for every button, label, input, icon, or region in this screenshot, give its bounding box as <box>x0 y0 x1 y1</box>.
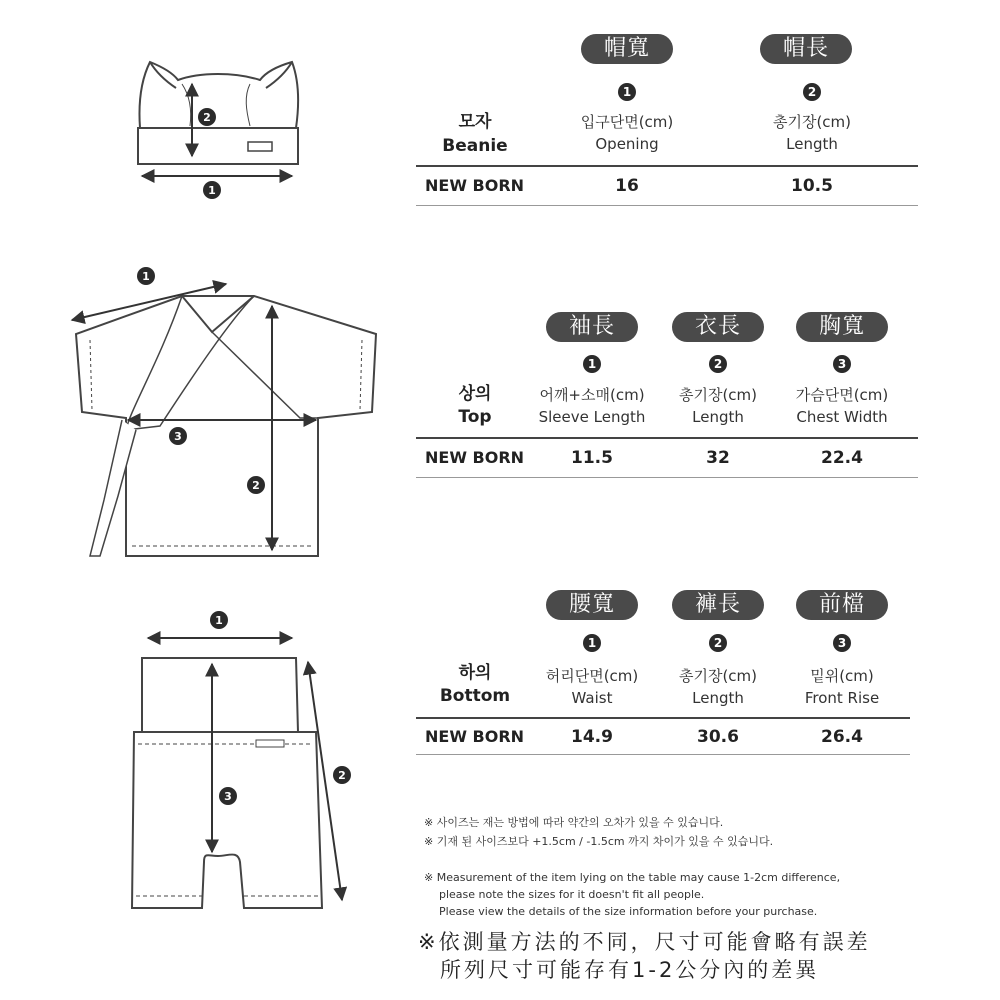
bottom-mark-3 <box>219 787 237 805</box>
header-en: Length <box>692 408 744 426</box>
beanie-mark-2 <box>198 108 216 126</box>
row-label: NEW BORN <box>425 176 525 195</box>
note-en-2: please note the sizes for it doesn't fit all people. <box>439 888 705 901</box>
pill-body-length: 衣長 <box>672 312 764 342</box>
beanie-mark-1 <box>203 181 221 199</box>
value-front-rise: 26.4 <box>821 727 863 747</box>
note-cn-2: 所列尺寸可能存有1-2公分內的差異 <box>440 958 820 982</box>
header-en: Front Rise <box>804 689 880 707</box>
category-en: Beanie <box>442 136 508 156</box>
note-en-3: Please view the details of the size information before your purchase. <box>439 905 818 918</box>
value-length: 32 <box>706 448 730 468</box>
table-rule <box>416 477 918 478</box>
header-en: Length <box>692 689 744 707</box>
header-kr: 밑위(cm) <box>810 667 874 685</box>
table-rule <box>416 437 918 439</box>
row-label: NEW BORN <box>425 448 525 467</box>
header-en: Sleeve Length <box>538 408 646 426</box>
num-badge: 1 <box>583 355 601 373</box>
top-mark-2 <box>247 476 265 494</box>
mark-label: 2 <box>203 111 211 124</box>
mark-label: 2 <box>338 769 346 782</box>
num-badge: 1 <box>618 83 636 101</box>
mark-label: 3 <box>174 430 182 443</box>
num-badge: 2 <box>709 355 727 373</box>
header-kr: 어깨+소매(cm) <box>539 386 645 404</box>
pill-sleeve-length: 袖長 <box>546 312 638 342</box>
num-badge: 3 <box>833 634 851 652</box>
garment-diagrams <box>0 0 400 1000</box>
bottom-diagram <box>132 658 322 908</box>
pill-pants-length: 褲長 <box>672 590 764 620</box>
header-kr: 총기장(cm) <box>772 113 852 131</box>
table-rule <box>416 754 910 755</box>
category-en: Bottom <box>439 686 511 706</box>
header-kr: 허리단면(cm) <box>545 667 639 685</box>
top-mark-3 <box>169 427 187 445</box>
pill-hat-length: 帽長 <box>760 34 852 64</box>
pill-hat-width: 帽寬 <box>581 34 673 64</box>
header-kr: 가슴단면(cm) <box>795 386 889 404</box>
header-kr: 총기장(cm) <box>678 386 758 404</box>
value-waist: 14.9 <box>571 727 613 747</box>
top-diagram <box>76 296 376 556</box>
value-chest: 22.4 <box>821 448 863 468</box>
note-kr-2: ※ 기재 된 사이즈보다 +1.5cm / -1.5cm 까지 차이가 있을 수 있습니다. <box>424 835 774 848</box>
num-badge: 1 <box>583 634 601 652</box>
bottom-mark-1 <box>210 611 228 629</box>
mark-label: 1 <box>208 184 216 197</box>
category-kr: 하의 <box>458 663 492 683</box>
category-kr: 모자 <box>458 112 492 132</box>
note-cn-1: ※依測量方法的不同，尺寸可能會略有誤差 <box>418 930 871 954</box>
mark-label: 2 <box>252 479 260 492</box>
num-badge: 2 <box>709 634 727 652</box>
note-en-1: ※ Measurement of the item lying on the table may cause 1-2cm difference, <box>424 871 841 884</box>
table-rule <box>416 165 918 167</box>
mark-label: 1 <box>142 270 150 283</box>
mark-label: 1 <box>215 614 223 627</box>
header-kr: 총기장(cm) <box>678 667 758 685</box>
top-mark-1 <box>137 267 155 285</box>
row-label: NEW BORN <box>425 727 525 746</box>
num-badge: 3 <box>833 355 851 373</box>
value-sleeve: 11.5 <box>571 448 613 468</box>
category-en: Top <box>458 407 492 427</box>
value-length: 10.5 <box>791 176 833 196</box>
beanie-diagram <box>138 62 298 164</box>
table-rule <box>416 205 918 206</box>
value-length: 30.6 <box>697 727 739 747</box>
header-en: Length <box>786 135 838 153</box>
num-badge: 2 <box>803 83 821 101</box>
note-kr-1: ※ 사이즈는 재는 방법에 따라 약간의 오차가 있을 수 있습니다. <box>424 816 724 829</box>
header-kr: 입구단면(cm) <box>580 113 674 131</box>
pill-front-rise: 前檔 <box>796 590 888 620</box>
header-en: Opening <box>595 135 659 153</box>
header-en: Chest Width <box>796 408 888 426</box>
pill-chest-width: 胸寬 <box>796 312 888 342</box>
header-en: Waist <box>571 689 613 707</box>
category-kr: 상의 <box>458 384 492 404</box>
value-opening: 16 <box>615 176 639 196</box>
mark-label: 3 <box>224 790 232 803</box>
table-rule <box>416 717 910 719</box>
pill-waist-width: 腰寬 <box>546 590 638 620</box>
bottom-mark-2 <box>333 766 351 784</box>
